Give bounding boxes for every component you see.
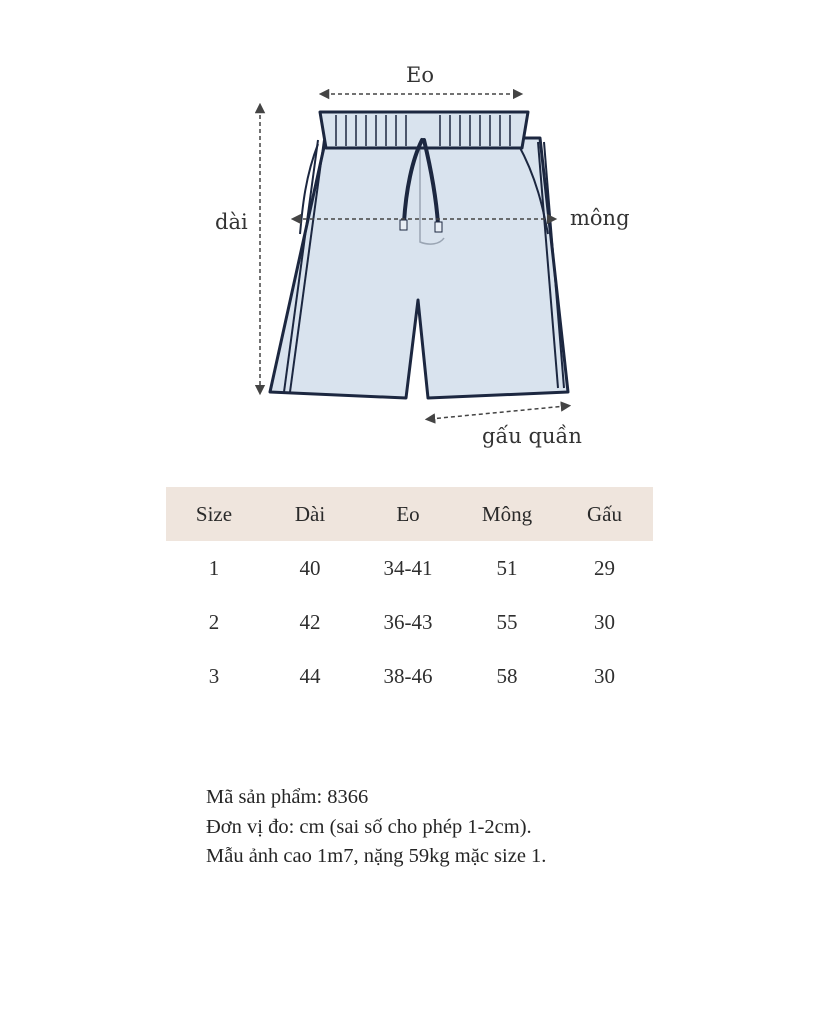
hem-label: gấu quần [482, 424, 582, 448]
cell-hip: 51 [496, 555, 518, 580]
header-waist: Eo [358, 487, 458, 541]
unit-note: Đơn vị đo: cm (sai số cho phép 1-2cm). [206, 815, 532, 838]
header-length: Dài [262, 487, 358, 541]
header-hem: Gấu [556, 487, 653, 541]
cell-waist: 36-43 [383, 609, 433, 634]
header-hip: Mông [458, 487, 556, 541]
cell-size: 3 [208, 663, 220, 688]
cell-length: 42 [299, 609, 321, 634]
length-label: dài [215, 210, 248, 234]
cell-hip: 55 [496, 609, 518, 634]
model-note: Mẫu ảnh cao 1m7, nặng 59kg mặc size 1. [206, 845, 547, 867]
hip-label: mông [570, 206, 630, 230]
hem-arrow [430, 406, 566, 419]
table-header-row [166, 487, 653, 541]
cell-size: 2 [208, 609, 220, 634]
table-row [166, 595, 653, 649]
cell-length: 40 [299, 555, 321, 580]
product-code: Mã sản phẩm: 8366 [206, 786, 369, 808]
cell-hip: 58 [496, 663, 518, 688]
cell-size: 1 [208, 555, 220, 580]
shorts-illustration [270, 112, 568, 398]
cell-length: 44 [299, 663, 321, 688]
size-table [166, 487, 653, 703]
table-row [166, 649, 653, 703]
cell-waist: 34-41 [383, 555, 433, 580]
cell-hem: 29 [594, 555, 615, 580]
table-row [166, 541, 653, 595]
cell-hem: 30 [594, 609, 615, 634]
header-size: Size [166, 487, 262, 541]
product-notes [206, 783, 546, 872]
waist-label: Eo [406, 63, 434, 87]
cell-hem: 30 [594, 663, 615, 688]
cell-waist: 38-46 [383, 663, 433, 688]
